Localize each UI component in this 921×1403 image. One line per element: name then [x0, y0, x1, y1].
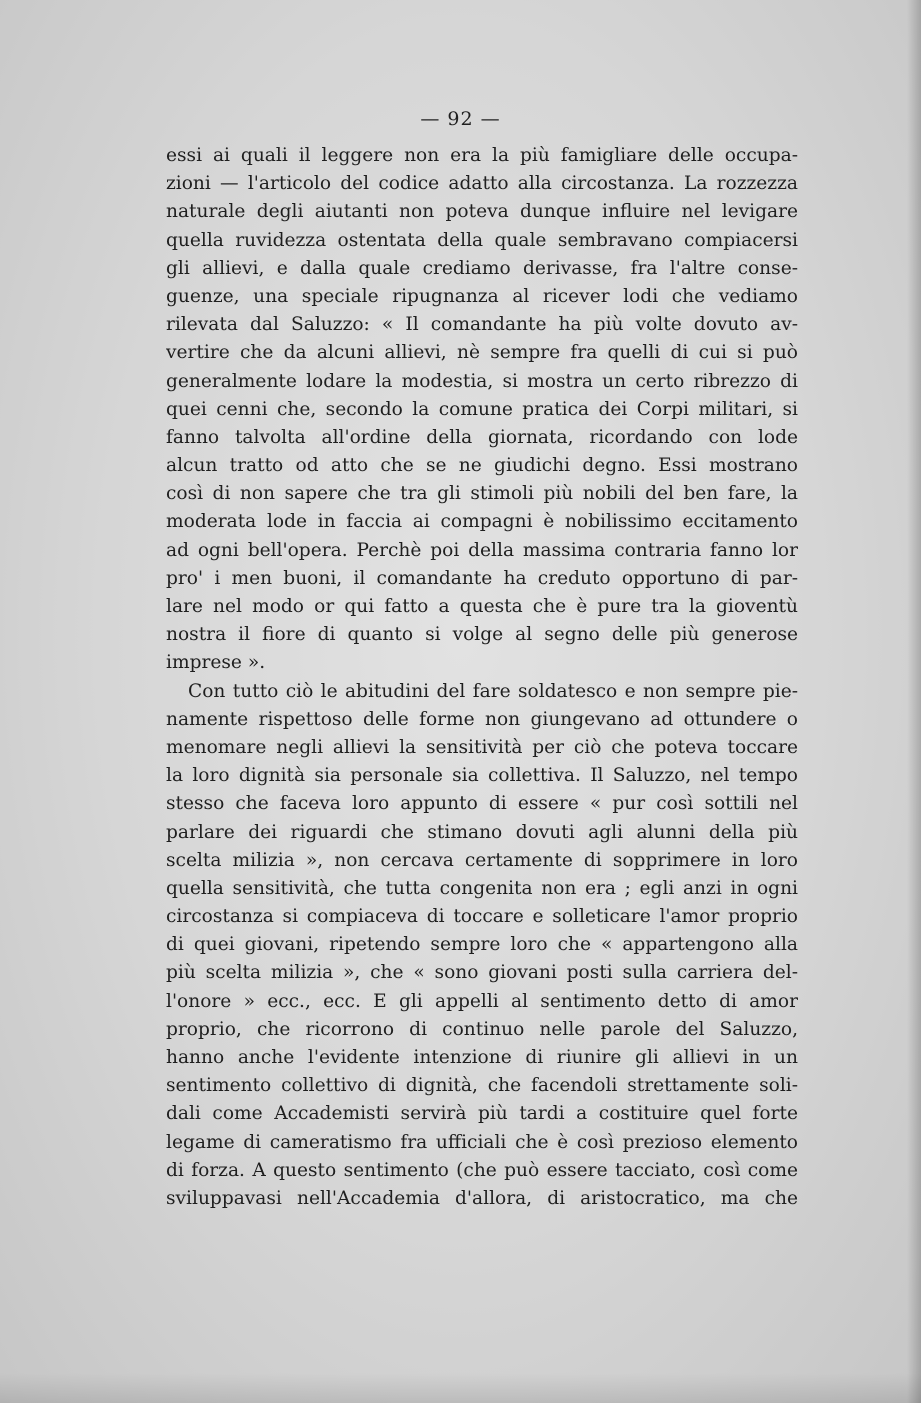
page-number: — 92 — [420, 108, 501, 130]
page-edge-shadow-right [907, 0, 921, 1403]
text-line: ad ogni bell'opera. Perchè poi della massima contraria fanno lor [166, 539, 798, 561]
text-line: moderata lode in faccia ai compagni è nobilissimo eccitamento [166, 511, 798, 533]
text-line: zioni — l'articolo del codice adatto alla circostanza. La rozzezza [166, 173, 798, 195]
text-line: quella sensitività, che tutta congenita non era ; egli anzi in ogni [166, 877, 798, 899]
text-line: hanno anche l'evidente intenzione di riunire gli allievi in un [166, 1047, 798, 1068]
text-line: circostanza si compiaceva di toccare e solleticare l'amor proprio [166, 906, 798, 928]
text-line: parlare dei riguardi che stimano dovuti agli alunni della più [166, 821, 798, 843]
text-line: l'onore » ecc., ecc. E gli appelli al sentimento detto di amor [166, 990, 798, 1012]
text-line: quella ruvidezza ostentata della quale sembravano compiacersi [166, 229, 798, 251]
text-line: gli allievi, e dalla quale crediamo derivasse, fra l'altre conse- [166, 257, 798, 279]
text-line: legame di cameratismo fra ufficiali che è così prezioso elemento [166, 1131, 798, 1153]
text-line: di quei giovani, ripetendo sempre loro che « appartengono alla [166, 934, 798, 956]
text-line: dali come Accademisti servirà più tardi a costituire quel forte [166, 1103, 798, 1125]
text-line: così di non sapere che tra gli stimoli più nobili del ben fare, la [166, 483, 798, 505]
text-line: quei cenni che, secondo la comune pratica dei Corpi militari, si [166, 398, 798, 420]
text-line: imprese ». [166, 652, 266, 674]
text-line: fanno talvolta all'ordine della giornata, ricordando con lode [166, 426, 798, 448]
text-line: menomare negli allievi la sensitività per ciò che poteva toccare [166, 736, 798, 758]
text-line: nostra il fiore di quanto si volge al segno delle più generose [166, 624, 798, 646]
text-line: sviluppavasi nell'Accademia d'allora, di aristocratico, ma che [166, 1187, 798, 1209]
text-line: generalmente lodare la modestia, si mostra un certo ribrezzo di [166, 370, 798, 392]
text-line: di forza. A questo sentimento (che può essere tacciato, così come [166, 1159, 798, 1181]
text-line: Con tutto ciò le abitudini del fare soldatesco e non sempre pie- [188, 680, 798, 702]
text-line: più scelta milizia », che « sono giovani posti sulla carriera del- [166, 962, 798, 984]
body-text [166, 142, 798, 1213]
text-line: scelta milizia », non cercava certamente di sopprimere in loro [166, 849, 798, 871]
text-line: proprio, che ricorrono di continuo nelle parole del Saluzzo, [166, 1018, 798, 1040]
text-line: sentimento collettivo di dignità, che facendoli strettamente soli- [166, 1075, 798, 1097]
text-line: stesso che faceva loro appunto di essere « pur così sottili nel [166, 793, 798, 815]
text-line: lare nel modo or qui fatto a questa che è pure tra la gioventù [166, 596, 798, 617]
text-line: la loro dignità sia personale sia collettiva. Il Saluzzo, nel tempo [166, 765, 798, 787]
text-line: alcun tratto od atto che se ne giudichi degno. Essi mostrano [166, 455, 798, 477]
text-line: guenze, una speciale ripugnanza al ricever lodi che vediamo [166, 285, 798, 307]
text-line: essi ai quali il leggere non era la più famigliare delle occupa- [166, 145, 798, 166]
text-line: namente rispettoso delle forme non giungevano ad ottundere o [166, 708, 798, 730]
text-line: vertire che da alcuni allievi, nè sempre fra quelli di cui si può [166, 342, 798, 364]
text-line: rilevata dal Saluzzo: « Il comandante ha più volte dovuto av- [166, 314, 798, 336]
page-edge-shadow-bottom [0, 1373, 921, 1403]
text-line: pro' i men buoni, il comandante ha creduto opportuno di par- [166, 567, 798, 589]
text-line: naturale degli aiutanti non poteva dunque influire nel levigare [166, 201, 798, 223]
